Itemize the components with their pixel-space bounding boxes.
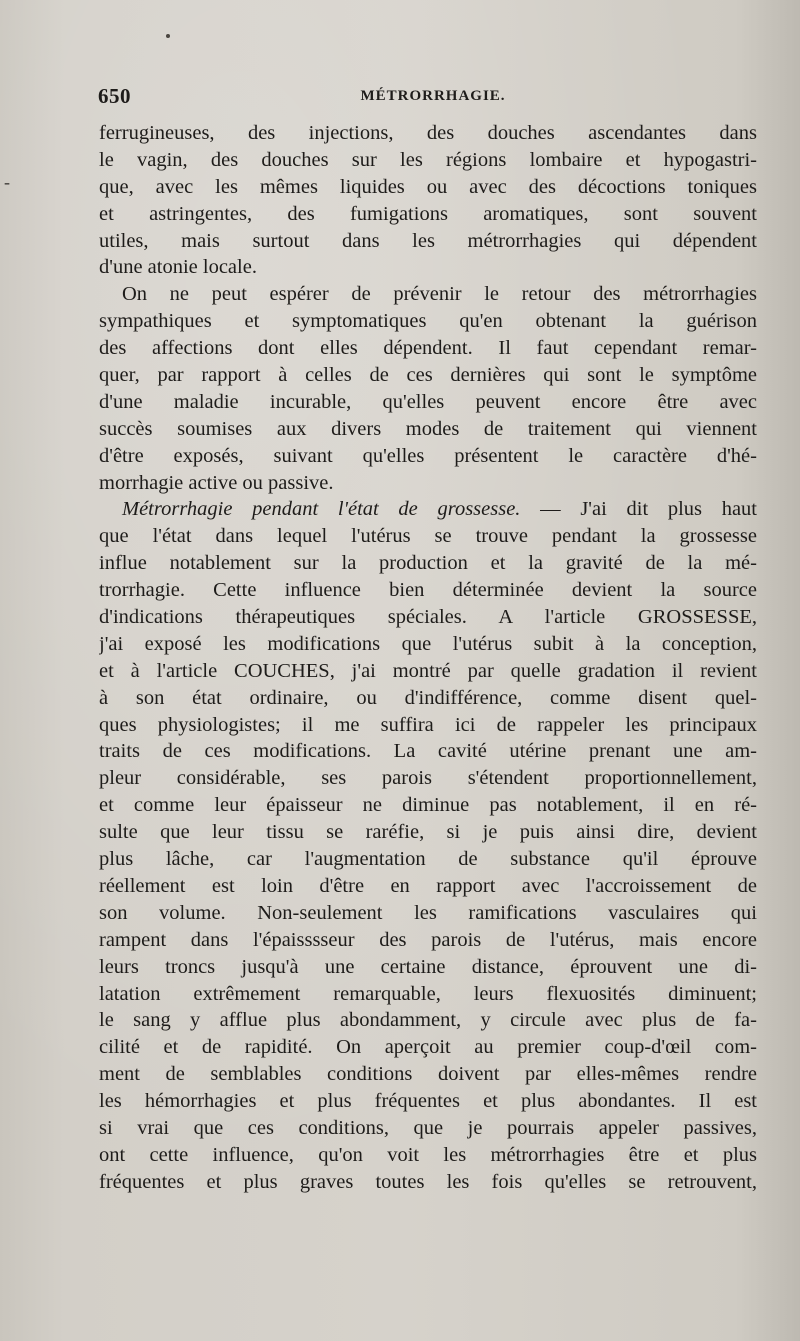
text-line: ment de semblables conditions doivent par elles-mêmes rendre (99, 1063, 757, 1086)
text-line: morrhagie active ou passive. (99, 471, 334, 494)
text-line: le vagin, des douches sur les régions lombaire et hypogastri- (99, 148, 757, 171)
body-text (99, 120, 757, 1196)
section-heading-continuation: — J'ai dit plus haut (520, 498, 757, 521)
text-line: ques physiologistes; il me suffira ici de rappeler les principaux (99, 713, 757, 736)
text-line: sympathiques et symptomatiques qu'en obtenant la guérison (99, 310, 757, 333)
text-line: ferrugineuses, des injections, des douches ascendantes dans (99, 122, 757, 144)
text-line: fréquentes et plus graves toutes les fois qu'elles se retrouvent, (99, 1170, 757, 1193)
text-line: plus lâche, car l'augmentation de substance qu'il éprouve (99, 848, 757, 871)
text-line: sulte que leur tissu se raréfie, si je puis ainsi dire, devient (99, 821, 757, 844)
text-line: son volume. Non-seulement les ramifications vasculaires qui (99, 901, 757, 924)
text-line: leurs troncs jusqu'à une certaine distance, éprouvent une di- (99, 955, 757, 978)
margin-mark: ‑ (4, 172, 10, 192)
text-line: j'ai exposé les modifications que l'utérus subit à la conception, (99, 632, 757, 655)
text-line: d'une maladie incurable, qu'elles peuvent encore être avec (99, 390, 757, 413)
text-line: réellement est loin d'être en rapport avec l'accroissement de (99, 874, 757, 897)
text-line: le sang y afflue plus abondamment, y circule avec plus de fa- (99, 1009, 757, 1032)
ink-speck (166, 34, 170, 38)
text-line: influe notablement sur la production et la gravité de la mé- (99, 552, 757, 575)
section-heading-line (99, 496, 757, 523)
text-line: et comme leur épaisseur ne diminue pas notablement, il en ré- (99, 794, 757, 817)
text-line: cilité et de rapidité. On aperçoit au premier coup-d'œil com- (99, 1036, 757, 1059)
text-line: et astringentes, des fumigations aromatiques, sont souvent (99, 202, 757, 225)
text-line: traits de ces modifications. La cavité utérine prenant une am- (99, 740, 757, 763)
text-line: d'être exposés, suivant qu'elles présentent le caractère d'hé- (99, 444, 757, 467)
text-line: pleur considérable, ses parois s'étendent proportionnellement, (99, 767, 757, 790)
page-header (96, 84, 756, 114)
text-line: les hémorrhagies et plus fréquentes et plus abondantes. Il est (99, 1090, 757, 1113)
text-line: que, avec les mêmes liquides ou avec des décoctions toniques (99, 175, 757, 198)
text-line: utiles, mais surtout dans les métrorrhagies qui dépendent (99, 229, 757, 252)
section-heading-title: Métrorrhagie pendant l'état de grossesse. (122, 498, 521, 521)
text-line: et à l'article COUCHES, j'ai montré par quelle gradation il revient (99, 659, 757, 682)
text-line: que l'état dans lequel l'utérus se trouve pendant la grossesse (99, 525, 757, 548)
text-line: si vrai que ces conditions, que je pourrais appeler passives, (99, 1116, 757, 1139)
text-line: latation extrêmement remarquable, leurs flexuosités diminuent; (99, 982, 757, 1005)
text-line: quer, par rapport à celles de ces dernières qui sont le symptôme (99, 364, 757, 387)
text-line: à son état ordinaire, ou d'indifférence, comme disent quel- (99, 686, 757, 709)
page-number: 650 (98, 84, 131, 108)
text-line: trorrhagie. Cette influence bien déterminée devient la source (99, 579, 757, 602)
text-line: d'indications thérapeutiques spéciales. A l'article GROSSESSE, (99, 606, 757, 629)
text-line: ont cette influence, qu'on voit les métrorrhagies être et plus (99, 1143, 757, 1166)
text-line: succès soumises aux divers modes de traitement qui viennent (99, 417, 757, 440)
text-line: On ne peut espérer de prévenir le retour des métrorrhagies (122, 283, 757, 306)
running-head: MÉTRORRHAGIE. (360, 88, 506, 104)
text-line: rampent dans l'épaisssseur des parois de l'utérus, mais encore (99, 928, 757, 951)
text-line: des affections dont elles dépendent. Il faut cependant remar- (99, 337, 757, 360)
text-line: d'une atonie locale. (99, 256, 257, 279)
